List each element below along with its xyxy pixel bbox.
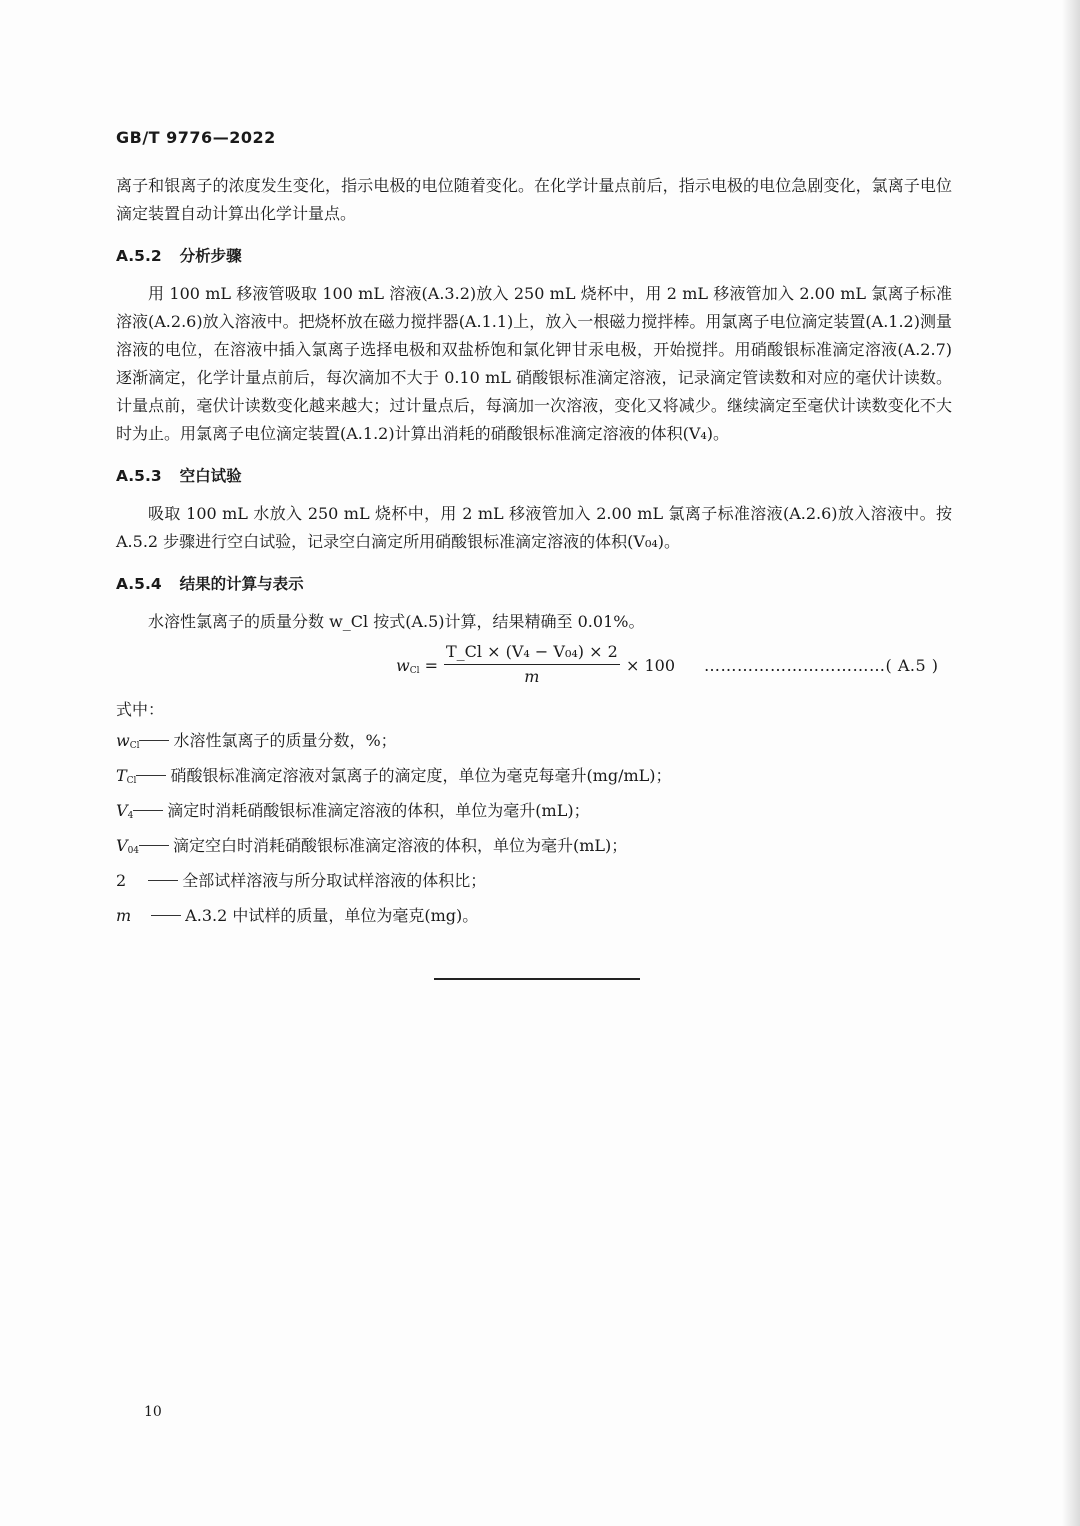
definition-text: 滴定时消耗硝酸银标准滴定溶液的体积，单位为毫升(mL)；	[167, 801, 590, 820]
formula-fraction	[444, 640, 620, 689]
definition-dash	[148, 866, 178, 881]
definition-symbol: $V_{04}$	[116, 836, 140, 856]
definition-symbol: $w_{Cl}$	[116, 731, 140, 751]
definition-symbol: $V_4$	[116, 801, 134, 821]
section-title: 结果的计算与表示	[179, 575, 304, 593]
section-paragraph-a54: 水溶性氯离子的质量分数 w_Cl 按式(A.5)计算，结果精确至 0.01%。	[148, 612, 645, 631]
definition-item	[116, 831, 952, 866]
formula-denominator: m	[524, 667, 540, 686]
definition-item	[116, 761, 952, 796]
formula-multiplier: × 100	[626, 656, 676, 675]
standard-code: GB/T 9776—2022	[116, 128, 276, 147]
section-paragraph-a53: 吸取 100 mL 水放入 250 mL 烧杯中，用 2 mL 移液管加入 2.00 mL 氯离子标准溶液(A.2.6)放入溶液中。按 A.5.2 步骤进行空白试验，记录空白滴定所用硝酸银标准滴定溶液的体积(V₀₄)。	[116, 504, 952, 551]
formula-lhs: $w_{Cl}$ =	[396, 656, 438, 676]
section-title: 空白试验	[179, 467, 242, 485]
definition-dash	[139, 831, 169, 846]
definitions-list	[116, 726, 952, 936]
section-number: A.5.2	[116, 247, 162, 265]
definition-item	[116, 796, 952, 831]
definition-text: 全部试样溶液与所分取试样溶液的体积比；	[182, 871, 487, 890]
definition-symbol: 2	[116, 871, 127, 890]
definition-text: 硝酸银标准滴定溶液对氯离子的滴定度，单位为毫克每毫升(mg/mL)；	[170, 766, 672, 785]
definition-dash	[139, 726, 169, 741]
page-number: 10	[144, 1404, 162, 1420]
formula-reference: ……………………………( A.5 )	[704, 656, 939, 675]
where-label: 式中：	[116, 700, 165, 719]
definition-dash	[136, 761, 166, 776]
section-title: 分析步骤	[179, 247, 242, 265]
formula-a5	[116, 640, 952, 690]
definition-item	[116, 901, 952, 936]
section-heading-a52	[116, 242, 952, 270]
section-heading-a54	[116, 570, 952, 598]
definition-text: 滴定空白时消耗硝酸银标准滴定溶液的体积，单位为毫升(mL)；	[173, 836, 628, 855]
section-number: A.5.3	[116, 467, 162, 485]
formula-numerator: T_Cl × (V₄ − V₀₄) × 2	[444, 640, 620, 665]
intro-paragraph: 离子和银离子的浓度发生变化，指示电极的电位随着变化。在化学计量点前后，指示电极的电位急剧变化，氯离子电位滴定装置自动计算出化学计量点。	[116, 176, 952, 223]
page-content	[116, 172, 952, 936]
definition-dash	[151, 901, 181, 916]
section-number: A.5.4	[116, 575, 162, 593]
definition-item	[116, 866, 952, 901]
section-paragraph-a52: 用 100 mL 移液管吸取 100 mL 溶液(A.3.2)放入 250 mL 烧杯中，用 2 mL 移液管加入 2.00 mL 氯离子标准溶液(A.2.6)放入溶液中。把烧杯放在磁力搅拌器(A.1.1)上，放入一根磁力搅拌棒。用氯离子电位滴定装置(A.1.2)测量溶液的电位，在溶液中插入氯离子选择电极和双盐桥饱和氯化钾甘汞电极，开始搅拌。用硝酸银标准滴定溶液(A.2.7)逐渐滴定，化学计量点前后，每次滴加不大于 0.10 mL 硝酸银标准滴定溶液，记录滴定管读数和对应的毫伏计读数。计量点前，毫伏计读数变化越来越大；过计量点后，每滴加一次溶液，变化又将减少。继续滴定至毫伏计读数变化不大时为止。用氯离子电位滴定装置(A.1.2)计算出消耗的硝酸银标准滴定溶液的体积(V₄)。	[116, 284, 952, 443]
end-rule	[434, 978, 640, 980]
definition-dash	[133, 796, 163, 811]
definition-symbol: m	[116, 906, 132, 925]
definition-text: A.3.2 中试样的质量，单位为毫克(mg)。	[185, 906, 479, 925]
page-edge-shadow	[1062, 0, 1080, 1526]
definition-symbol: $T_{Cl}$	[116, 766, 137, 786]
definition-text: 水溶性氯离子的质量分数，%；	[173, 731, 397, 750]
definition-item	[116, 726, 952, 761]
section-heading-a53	[116, 462, 952, 490]
